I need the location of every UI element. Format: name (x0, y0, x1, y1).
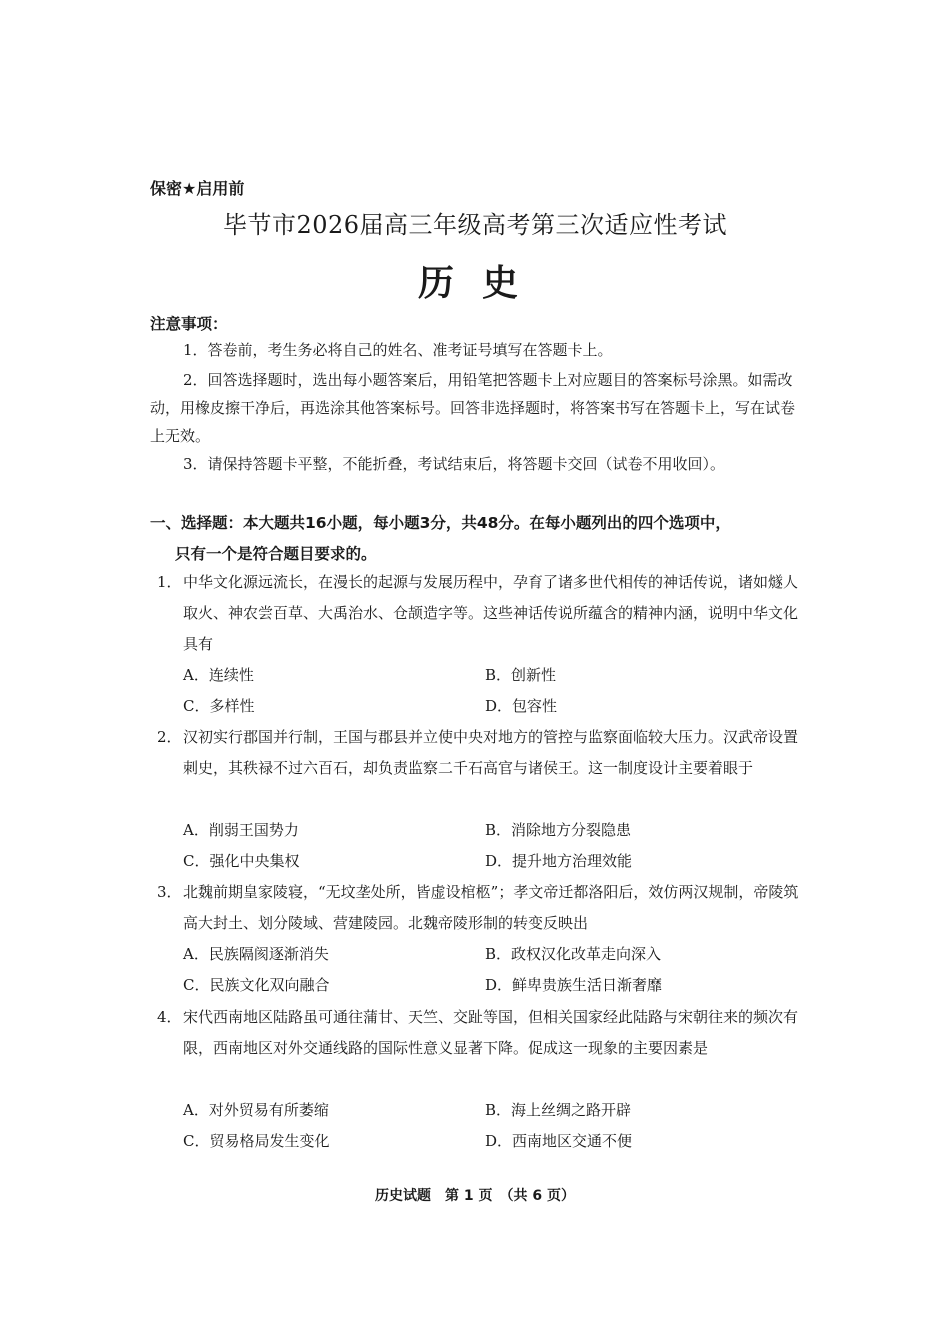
question-stem: 汉初实行郡国并行制，王国与郡县并立使中央对地方的管控与监察面临较大压力。汉武帝设置刺史，其秩禄不过六百石，却负责监察二千石高官与诸侯王。这一制度设计主要着眼于 (183, 728, 799, 777)
question-stem: 中华文化源远流长，在漫长的起源与发展历程中，孕育了诸多世代相传的神话传说，诸如燧人取火、神农尝百草、大禹治水、仓颉造字等。这些神话传说所蕴含的精神内涵，说明中华文化具有 (183, 573, 799, 653)
question-stem: 宋代西南地区陆路虽可通往蒲甘、天竺、交趾等国，但相关国家经此陆路与宋朝往来的频次有限，西南地区对外交通线路的国际性意义显著下降。促成这一现象的主要因素是 (183, 1008, 799, 1057)
option-a: A．削弱王国势力 (183, 821, 299, 839)
subject-title: 历史 (417, 262, 546, 304)
option-b: B．创新性 (485, 666, 557, 684)
option-b: B．消除地方分裂隐患 (485, 821, 632, 839)
notice-item-2: 2．回答选择题时，选出每小题答案后，用铅笔把答题卡上对应题目的答案标号涂黑。如需改动，用橡皮擦干净后，再选涂其他答案标号。回答非选择题时，将答案书写在答题卡上，写在试卷上无效。 (150, 371, 796, 445)
notice-item-3: 3．请保持答题卡平整，不能折叠，考试结束后，将答题卡交回（试卷不用收回）。 (183, 455, 726, 473)
option-a: A．对外贸易有所萎缩 (183, 1101, 329, 1119)
secret-mark: 保密★启用前 (150, 179, 245, 198)
option-a: A．民族隔阂逐渐消失 (183, 945, 329, 963)
option-a: A．连续性 (183, 666, 254, 684)
option-d: D．鲜卑贵族生活日渐奢靡 (485, 976, 663, 994)
notice-item-1: 1．答卷前，考生务必将自己的姓名、准考证号填写在答题卡上。 (183, 341, 613, 359)
option-d: D．西南地区交通不便 (485, 1132, 633, 1150)
question-number: 2． (157, 728, 182, 746)
option-c: C．民族文化双向融合 (183, 976, 330, 994)
section-heading (150, 508, 820, 570)
option-b: B．政权汉化改革走向深入 (485, 945, 662, 963)
question-number: 1． (157, 573, 182, 591)
question-3 (150, 877, 810, 939)
question-number: 4． (157, 1008, 182, 1026)
exam-title: 毕节市2026届高三年级高考第三次适应性考试 (222, 211, 728, 239)
question-4 (150, 1002, 810, 1064)
option-c: C．强化中央集权 (183, 852, 300, 870)
option-c: C．贸易格局发生变化 (183, 1132, 330, 1150)
option-b: B．海上丝绸之路开辟 (485, 1101, 632, 1119)
option-d: D．包容性 (485, 697, 558, 715)
question-1 (150, 567, 810, 660)
page-footer: 历史试题 第 1 页 （共 6 页） (375, 1188, 575, 1204)
section-heading-line2: 只有一个是符合题目要求的。 (175, 545, 377, 563)
section-heading-line1: 一、选择题：本大题共16小题，每小题3分，共48分。在每小题列出的四个选项中， (150, 514, 731, 532)
question-number: 3． (157, 883, 182, 901)
option-c: C．多样性 (183, 697, 255, 715)
notice-heading: 注意事项： (150, 315, 228, 333)
question-stem: 北魏前期皇家陵寝，“无坟垄处所，皆虚设棺柩”；孝文帝迁都洛阳后，效仿两汉规制，帝陵筑高大封土、划分陵域、营建陵园。北魏帝陵形制的转变反映出 (183, 883, 799, 932)
question-2 (150, 722, 810, 784)
option-d: D．提升地方治理效能 (485, 852, 633, 870)
